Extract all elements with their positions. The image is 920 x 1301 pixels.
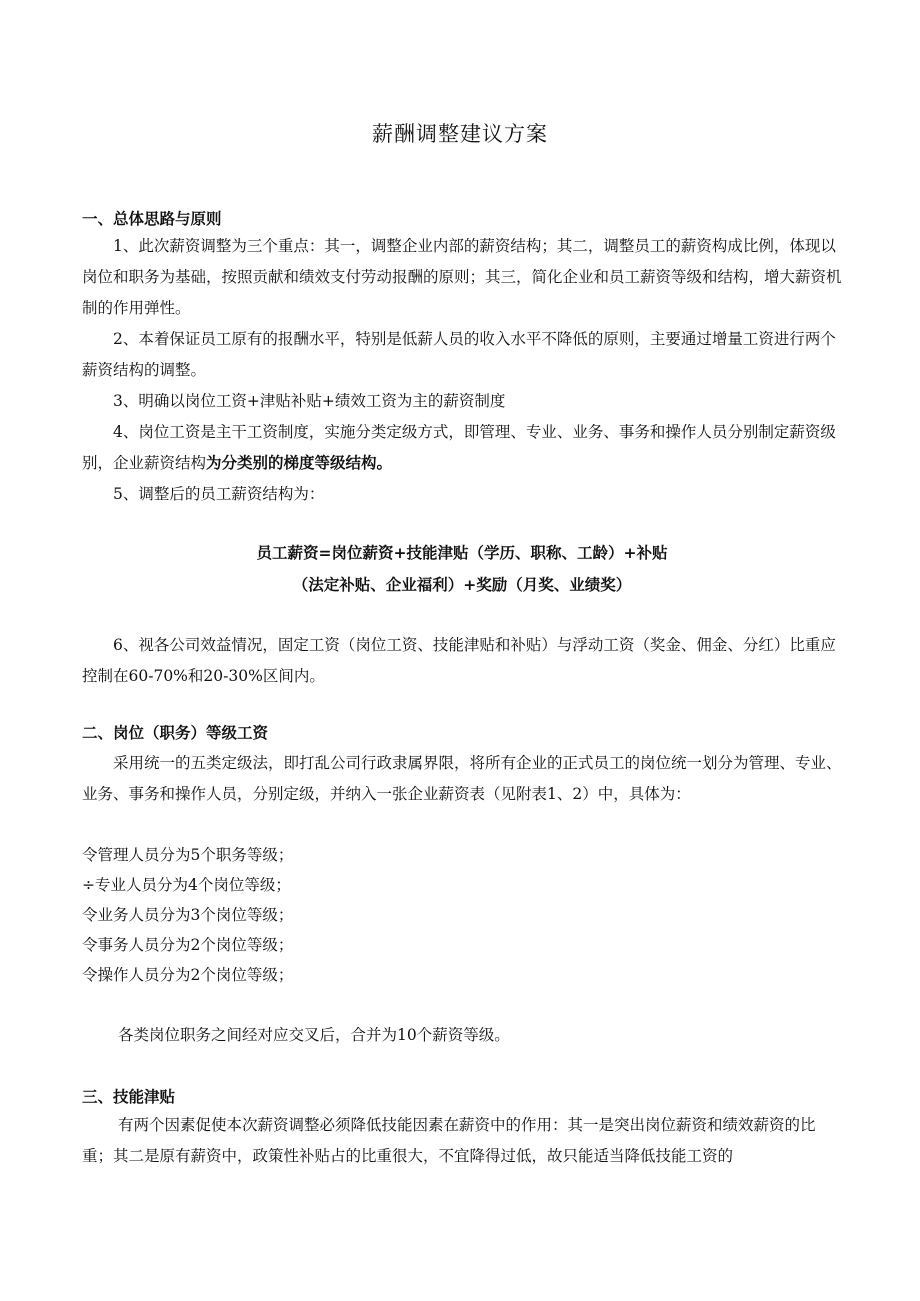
list-item: 令业务人员分为3个岗位等级； (82, 906, 294, 924)
formula-line-1: 员工薪资=岗位薪资+技能津贴（学历、职称、工龄）+补贴 (256, 544, 668, 562)
paragraph-1-4-text: 4、岗位工资是主干工资制度，实施分类定级方式，即管理、专业、业务、事务和操作人员分别制定薪资级别，企业薪资结构 (82, 423, 836, 472)
list-item: 令操作人员分为2个岗位等级； (82, 966, 294, 984)
list-item: 令管理人员分为5个职务等级； (82, 846, 294, 864)
paragraph-2-1: 采用统一的五类定级法，即打乱公司行政隶属界限，将所有企业的正式员工的岗位统一划分为管理、专业、业务、事务和操作人员，分别定级，并纳入一张企业薪资表（见附表1、2）中，具体为： (82, 754, 842, 803)
paragraph-3-1: 有两个因素促使本次薪资调整必须降低技能因素在薪资中的作用：其一是突出岗位薪资和绩效薪资的比重；其二是原有薪资中，政策性补贴占的比重很大，不宜降得过低，故只能适当降低技能工资的 (82, 1116, 816, 1165)
list-item: ÷专业人员分为4个岗位等级； (82, 876, 291, 894)
section-heading-1: 一、总体思路与原则 (82, 210, 222, 228)
page-title: 薪酬调整建议方案 (372, 122, 548, 146)
paragraph-1-5: 5、调整后的员工薪资结构为： (113, 485, 325, 503)
paragraph-1-4 (82, 417, 842, 479)
list-item: 令事务人员分为2个岗位等级； (82, 936, 294, 954)
formula-line-2: （法定补贴、企业福利）+奖励（月奖、业绩奖） (292, 576, 632, 594)
paragraph-1-6: 6、视各公司效益情况，固定工资（岗位工资、技能津贴和补贴）与浮动工资（奖金、佣金、分红）比重应控制在60-70%和20-30%区间内。 (82, 636, 836, 685)
paragraph-1-2: 2、本着保证员工原有的报酬水平，特别是低薪人员的收入水平不降低的原则，主要通过增量工资进行两个薪资结构的调整。 (82, 330, 836, 379)
section-heading-2: 二、岗位（职务）等级工资 (82, 724, 269, 742)
paragraph-1-3: 3、明确以岗位工资+津贴补贴+绩效工资为主的薪资制度 (113, 392, 506, 410)
paragraph-2-2: 各类岗位职务之间经对应交叉后，合并为10个薪资等级。 (118, 1026, 510, 1044)
paragraph-1-4-emphasis: 为分类别的梯度等级结构。 (206, 454, 393, 472)
section-heading-3: 三、技能津贴 (82, 1088, 176, 1106)
paragraph-1-1: 1、此次薪资调整为三个重点：其一，调整企业内部的薪资结构；其二，调整员工的薪资构成比例，体现以岗位和职务为基础，按照贡献和绩效支付劳动报酬的原则；其三，简化企业和员工薪资等级和结构，增大薪资机制的作用弹性。 (82, 237, 842, 317)
